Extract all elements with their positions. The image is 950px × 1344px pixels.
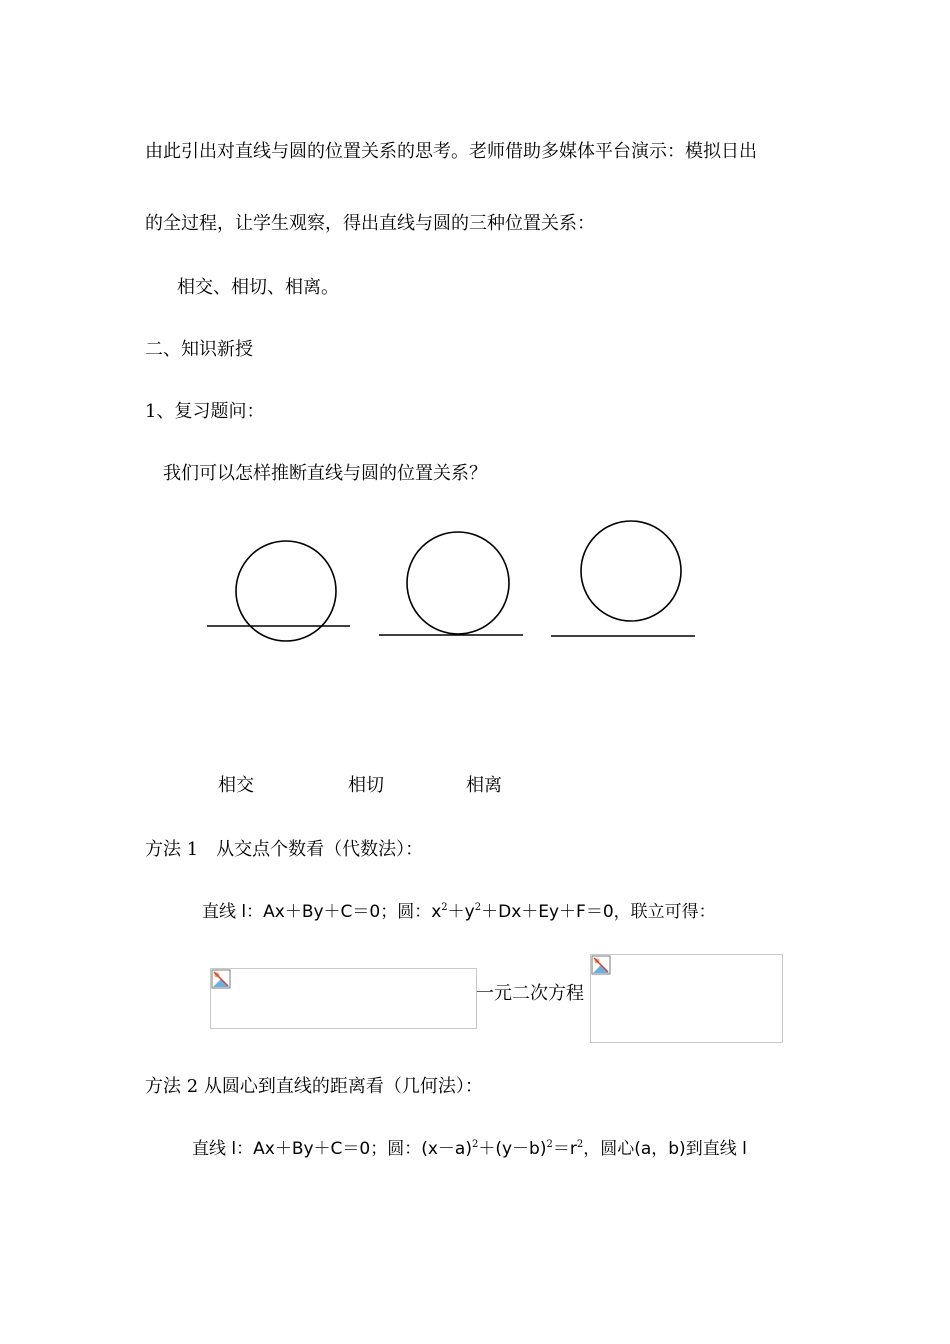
intro-line-1: 由此引出对直线与圆的位置关系的思考。老师借助多媒体平台演示：模拟日出 xyxy=(145,141,757,162)
quadratic-equation-label: 一元二次方程 xyxy=(476,983,584,1004)
label-intersect: 相交 xyxy=(218,775,254,796)
review-question: 我们可以怎样推断直线与圆的位置关系？ xyxy=(163,463,487,484)
broken-image-icon xyxy=(211,969,231,989)
intro-line-3: 相交、相切、相离。 xyxy=(177,277,339,298)
method-2-equation: 直线 l：Ax＋By＋C＝0；圆：$(x-a)^2+(y-b)^2=r^2$，圆心(a，b)到直线 l xyxy=(192,1139,747,1159)
missing-equation-image-2 xyxy=(590,954,783,1043)
method-2-title: 方法 2 从圆心到直线的距离看（几何法）： xyxy=(145,1076,483,1097)
broken-image-icon xyxy=(591,955,611,975)
line-circle-figure xyxy=(200,515,700,650)
label-separate: 相离 xyxy=(466,775,502,796)
section-heading: 二、知识新授 xyxy=(145,339,253,360)
missing-equation-image-1 xyxy=(210,968,477,1029)
method-1-equation: 直线 l：Ax＋By＋C＝0；圆：$x^2+y^2+Dx+Ey+F=0$，联立可得： xyxy=(202,902,716,922)
review-question-heading: 1、复习题问： xyxy=(145,401,265,422)
tangent-diagram xyxy=(379,532,523,635)
intersect-diagram xyxy=(207,541,350,641)
separate-diagram xyxy=(551,521,695,636)
intro-line-2: 的全过程，让学生观察，得出直线与圆的三种位置关系： xyxy=(145,213,595,234)
method-1-title: 方法 1 从交点个数看（代数法）： xyxy=(145,839,424,860)
label-tangent: 相切 xyxy=(348,775,384,796)
tangent-circle xyxy=(407,532,509,634)
separate-circle xyxy=(581,521,681,621)
